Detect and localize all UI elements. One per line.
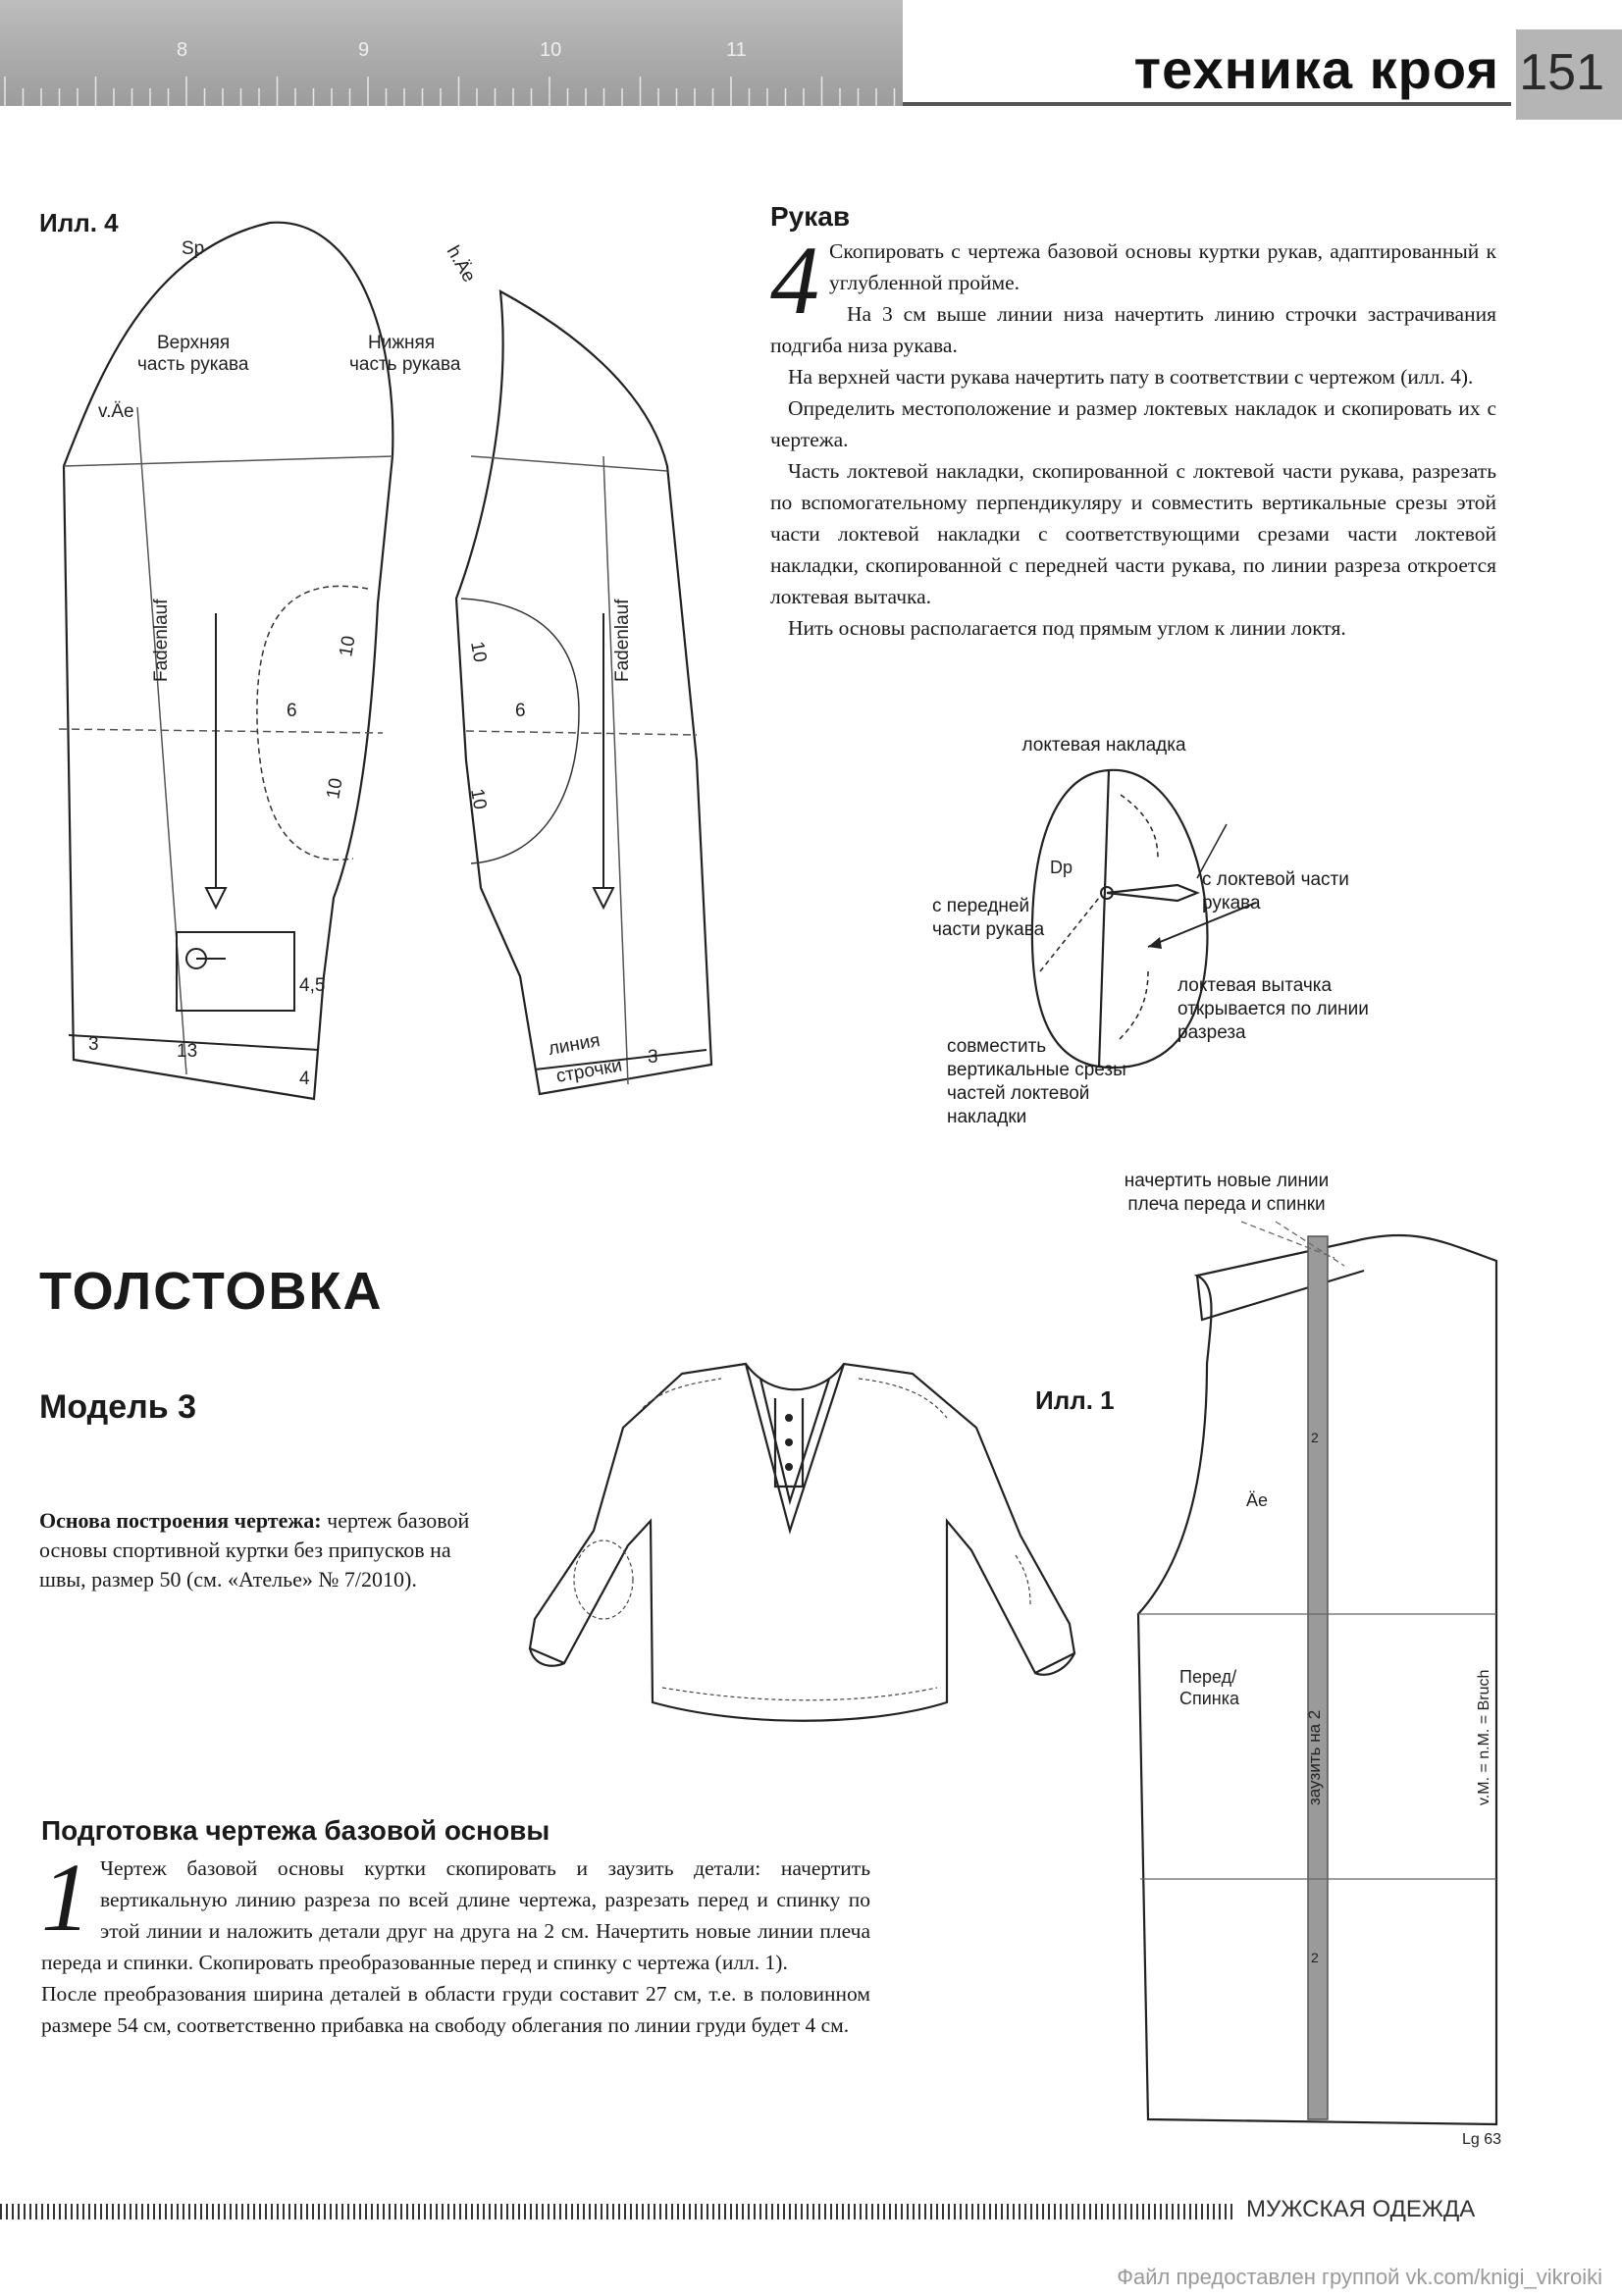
sleeve-paragraph: Скопировать с чертежа базовой основы куртки рукав, адаптированный к углубленной пройме.: [829, 239, 1496, 294]
ill1-front-back-drawing: [1128, 1217, 1511, 2159]
basis-bold: Основа построения чертежа:: [39, 1508, 322, 1533]
elbow-from-front-label: с передней части рукава: [932, 896, 1045, 940]
ill4-label: Илл. 4: [39, 208, 119, 237]
measure-10-c: 10: [466, 640, 491, 664]
page-number: 151: [1519, 44, 1604, 101]
measure-3-lower: 3: [648, 1047, 658, 1068]
prep-dropcap: 1: [41, 1843, 90, 1952]
footer-credit: Файл предоставлен группой vk.com/knigi_vikroiki: [1117, 2265, 1602, 2289]
sleeve-tab: [177, 932, 294, 1011]
measure-10-d: 10: [466, 787, 491, 811]
measure-4: 4: [299, 1069, 310, 1089]
elbow-dart-label: локтевая вытачка открывается по линии разреза: [1177, 975, 1369, 1043]
label-lower-sleeve: Нижняя часть рукава: [349, 333, 461, 375]
header-rule: [903, 102, 1511, 106]
footer-section: МУЖСКАЯ ОДЕЖДА: [1246, 2196, 1476, 2222]
lower-sleeve-outline: [456, 291, 711, 1094]
basis-body: чертеж базовой основы спортивной куртки без припусков на швы, размер 50 (см. «Ателье» № 7/2010).: [39, 1508, 470, 1592]
sleeve-body: [770, 226, 1496, 644]
elbow-patch-title: локтевая накладка: [1021, 735, 1186, 756]
ruler-number: 9: [358, 39, 370, 61]
measure-6-upper: 6: [287, 701, 297, 721]
elbow-patch-lower: [461, 599, 579, 863]
label-ae: Äe: [1246, 1490, 1269, 1510]
label-fadenlauf-upper: Fadenlauf: [151, 599, 172, 682]
lower-center-line: [603, 456, 628, 1084]
label-fadenlauf-lower: Fadenlauf: [612, 599, 633, 682]
label-dp: Dp: [1050, 858, 1073, 877]
ruler-number: 11: [726, 39, 747, 61]
prep-heading: Подготовка чертежа базовой основы: [41, 1815, 550, 1846]
elbow-patch-upper: [257, 586, 368, 860]
prep-paragraph: Чертеж базовой основы куртки скопировать и заузить детали: начертить вертикальную линию разреза по всей длине чертежа, разрезать перед и спинку по этой линии и наложить детали друг на друга на 2 см. Начертить новые линии плеча переда и спинки. Скопировать преобразованные перед и спинку с чертежа (илл. 1).: [41, 1856, 870, 1974]
label-narrow: заузить на 2: [1305, 1709, 1324, 1805]
measure-3-upper: 3: [88, 1034, 99, 1055]
ill1-note: начертить новые линии плеча переда и спинки: [1124, 1171, 1330, 1215]
basis-text: [39, 1506, 500, 1594]
prep-body: [41, 1843, 870, 2041]
prep-paragraph: После преобразования ширина деталей в области груди составит 27 см, т.е. в половинном размере 54 см, соответственно прибавка на свободу облегания по линии груди будет 4 см.: [41, 1982, 870, 2037]
measure-13: 13: [177, 1041, 198, 1062]
elbow-combine-label: совместить вертикальные срезы частей локтевой накладки: [947, 1036, 1126, 1127]
page-header-title: техника кроя: [1133, 38, 1499, 100]
ruler-ticks: [0, 69, 903, 106]
sleeve-paragraph: Часть локтевой накладки, скопированной с локтевой части рукава, разрезать по вспомогательному перпендикуляру и совместить вертикальные срезы этой части локтевой накладки с соответствующими срезами части локтевой накладки, скопированной с передней части рукава, по линии разреза откроется локтевая вытачка.: [770, 459, 1496, 608]
measure-10-b: 10: [323, 776, 347, 801]
upper-center-line: [137, 407, 186, 1074]
label-upper-sleeve: Верхняя часть рукава: [137, 333, 249, 375]
label-v-ae: v.Äe: [98, 401, 134, 422]
elbow-patch-left: [574, 1540, 633, 1619]
lower-biceps-line: [471, 456, 667, 471]
sleeve-paragraph: На 3 см выше линии низа начертить линию строчки застрачивания подгиба низа рукава.: [770, 302, 1496, 357]
label-two-b: 2: [1311, 1950, 1319, 1965]
measure-45: 4,5: [299, 975, 326, 996]
sweatshirt-sketch: [525, 1359, 1094, 1751]
measure-6-lower: 6: [515, 701, 526, 721]
new-shoulder: [1197, 1271, 1364, 1320]
sweatshirt-title: ТОЛСТОВКА: [39, 1262, 384, 1321]
upper-biceps-line: [64, 456, 392, 466]
sleeve-pattern-drawing: [59, 211, 765, 1114]
label-sp: Sp: [182, 238, 205, 259]
label-vm: v.M. = n.M. = Bruch: [1476, 1669, 1492, 1805]
ruler-number: 8: [177, 39, 188, 61]
ill1-label: Илл. 1: [1035, 1385, 1115, 1415]
upper-elbow-line: [59, 729, 383, 733]
sleeve-paragraph: Нить основы располагается под прямым углом к линии локтя.: [788, 616, 1346, 640]
label-front-back: Перед/ Спинка: [1179, 1667, 1240, 1708]
model-label: Модель 3: [39, 1388, 196, 1426]
measure-10-a: 10: [336, 634, 360, 658]
sleeve-paragraph: Определить местоположение и размер локтевых накладок и скопировать их с чертежа.: [770, 396, 1496, 451]
sleeve-paragraph: На верхней части рукава начертить пату в соответствии с чертежом (илл. 4).: [788, 365, 1474, 389]
elbow-from-elbow-label: с локтевой части рукава: [1202, 869, 1349, 913]
sleeve-dropcap: 4: [770, 226, 819, 335]
narrow-strip: [1308, 1236, 1328, 2119]
label-h-ae: h.Äe: [442, 242, 480, 287]
label-stitch-line-1: линия: [547, 1030, 602, 1060]
ruler-number: 10: [540, 39, 562, 61]
label-two-a: 2: [1311, 1430, 1319, 1445]
label-lg: Lg 63: [1462, 2131, 1502, 2148]
sleeve-heading: Рукав: [770, 201, 851, 232]
label-stitch-line-2: строчки: [554, 1055, 624, 1087]
footer-barcode-rule: [0, 2204, 1236, 2219]
lower-elbow-line: [466, 731, 697, 735]
